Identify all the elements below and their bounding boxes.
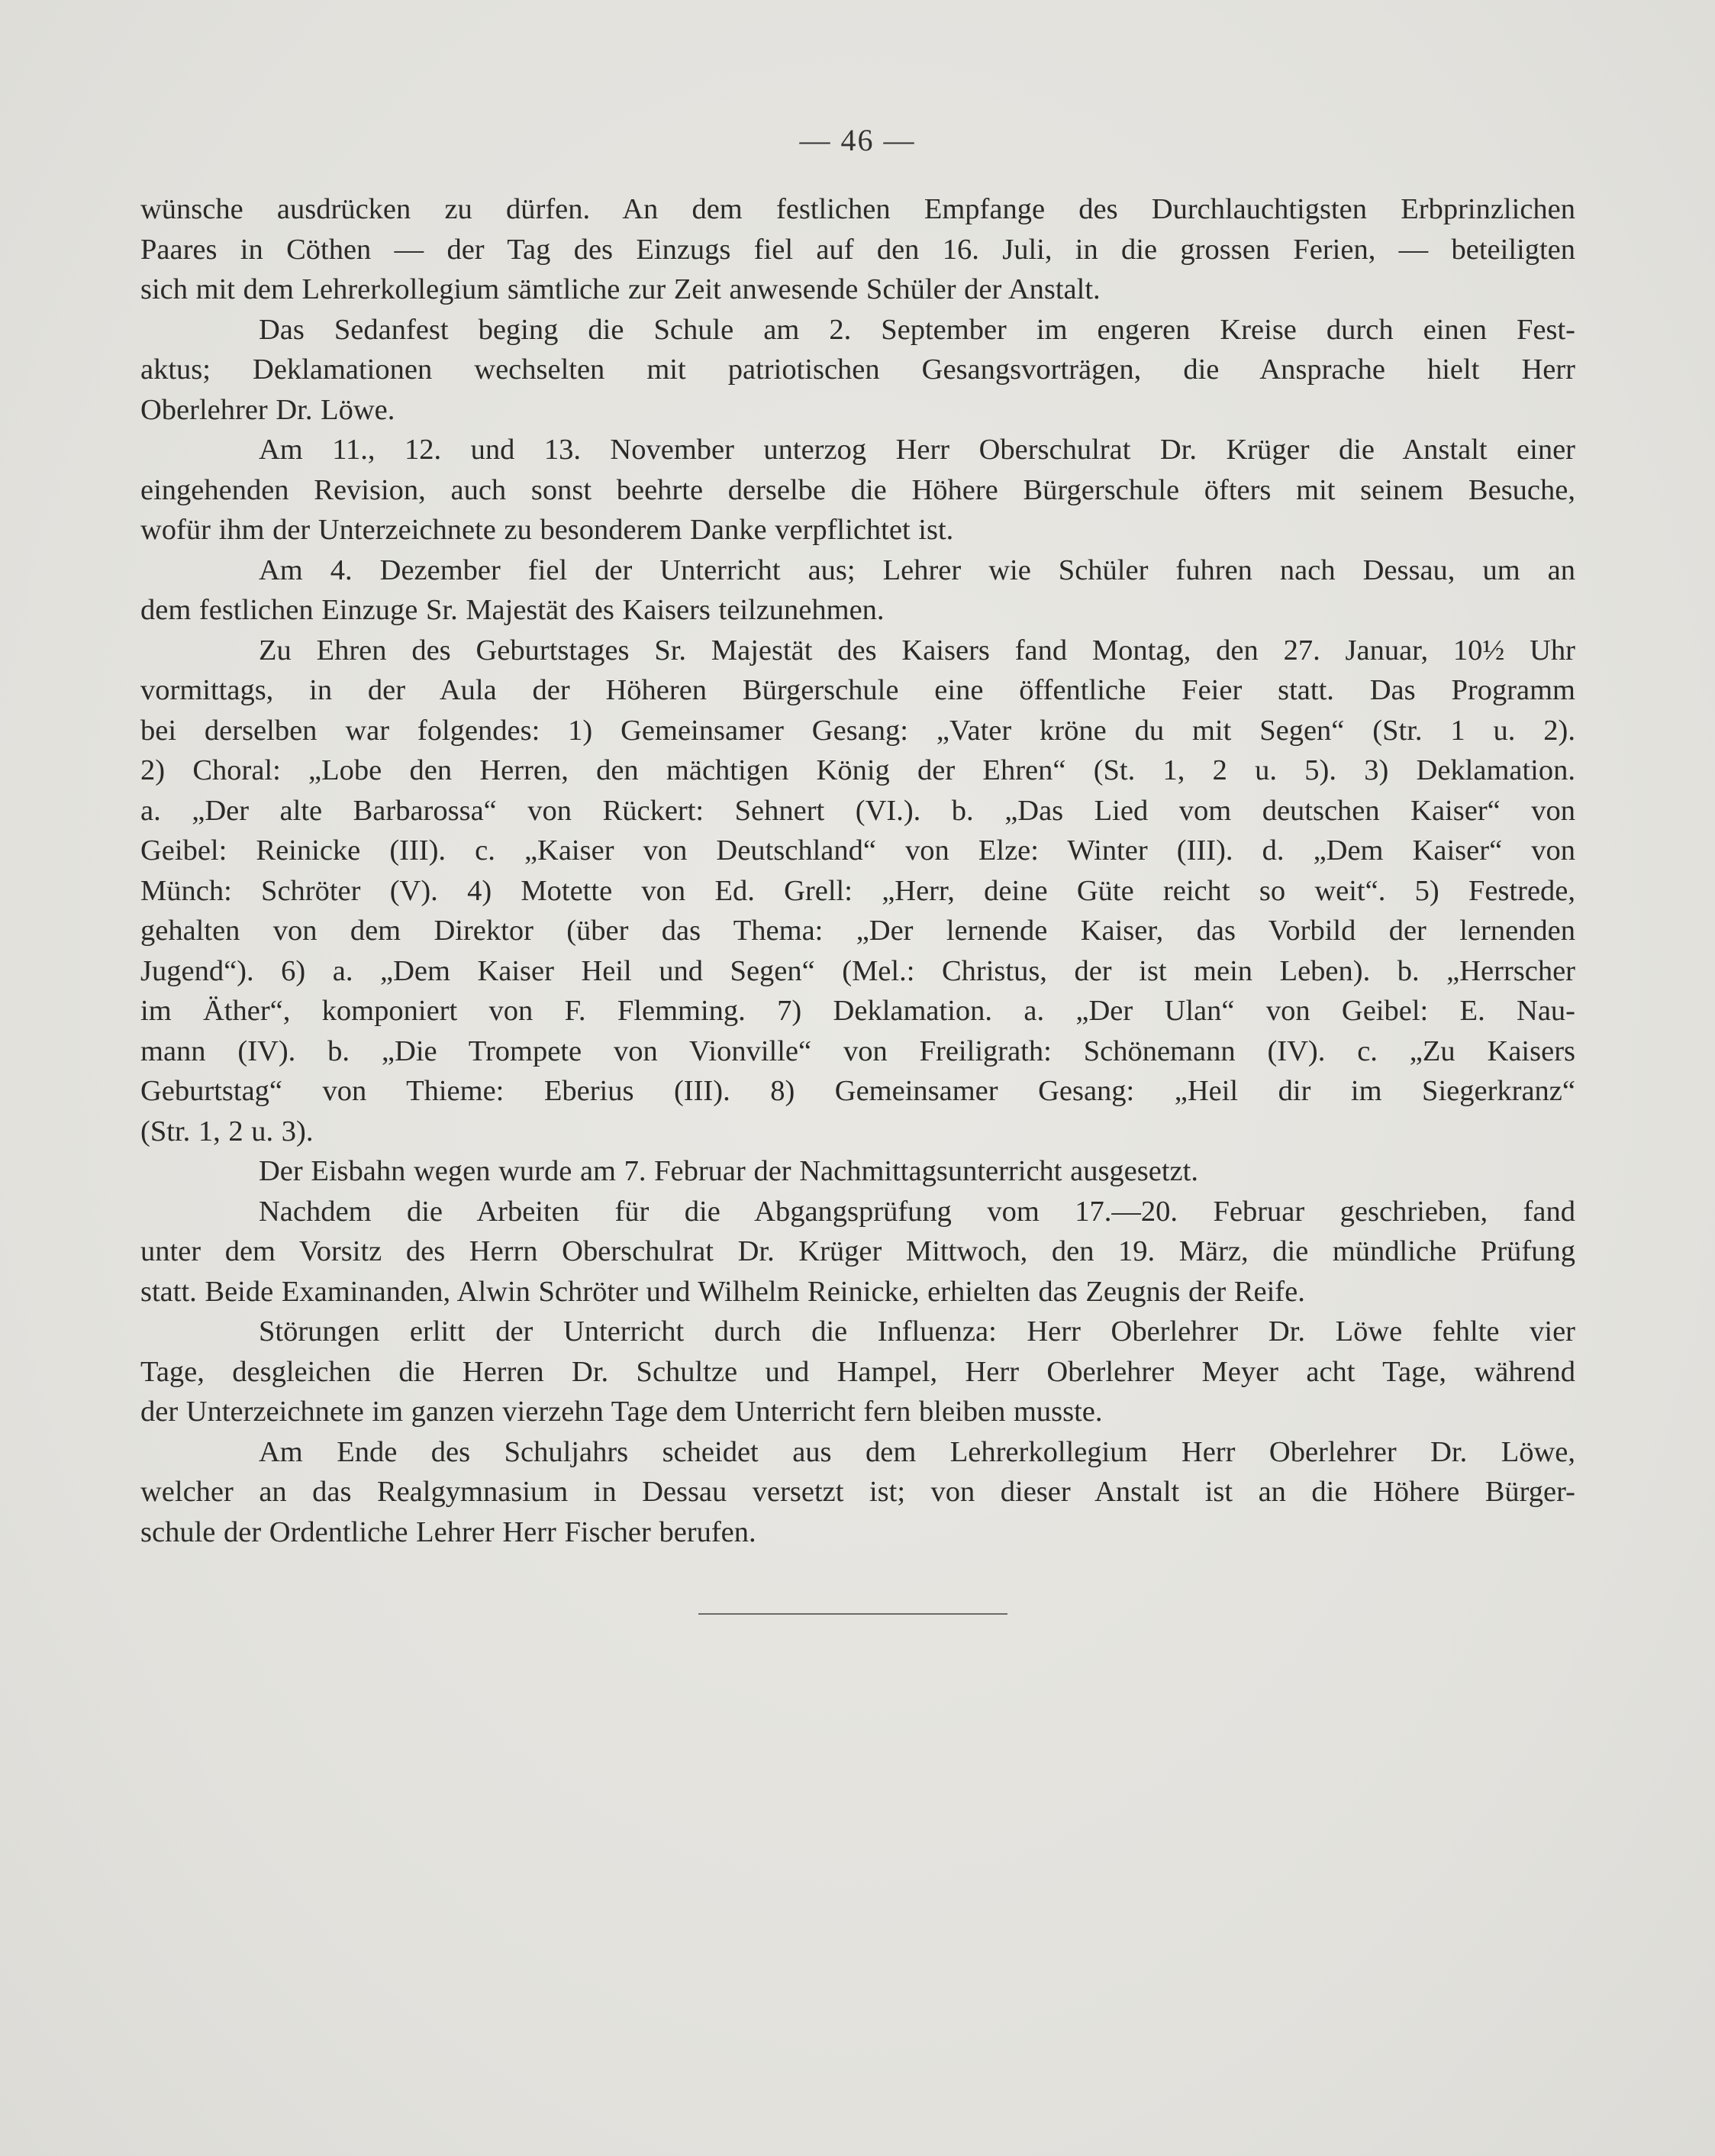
text-line: Der Eisbahn wegen wurde am 7. Februar der Nachmittagsunterricht ausgesetzt. [259,1155,1198,1187]
text-line: im Äther“, komponiert von F. Flemming. 7) Deklamation. a. „Der Ulan“ von Geibel: E. Nau- [140,995,1575,1027]
text-line: Jugend“). 6) a. „Dem Kaiser Heil und Segen“ (Mel.: Christus, der ist mein Leben). b. „Herrscher [140,954,1575,987]
text-line: Zu Ehren des Geburtstages Sr. Majestät des Kaisers fand Montag, den 27. Januar, 10½ Uhr [259,634,1575,666]
page-number: — 46 — [799,123,916,157]
text-line: bei derselben war folgendes: 1) Gemeinsamer Gesang: „Vater kröne du mit Segen“ (Str. 1 u. 2). [140,714,1575,747]
text-line: Tage, desgleichen die Herren Dr. Schultze und Hampel, Herr Oberlehrer Meyer acht Tage, während [140,1355,1575,1388]
text-line: a. „Der alte Barbarossa“ von Rückert: Sehnert (VI.). b. „Das Lied vom deutschen Kaiser“ von [140,794,1575,827]
text-line: Am 4. Dezember fiel der Unterricht aus; Lehrer wie Schüler fuhren nach Dessau, um an [259,554,1575,586]
text-line: welcher an das Realgymnasium in Dessau versetzt ist; von dieser Anstalt ist an die Höhere Bürger- [140,1476,1575,1508]
text-line: mann (IV). b. „Die Trompete von Vionville“ von Freiligrath: Schönemann (IV). c. „Zu Kaisers [140,1034,1575,1067]
text-line: Münch: Schröter (V). 4) Motette von Ed. Grell: „Herr, deine Güte reicht so weit“. 5) Festrede, [140,874,1575,907]
text-line: Geibel: Reinicke (III). c. „Kaiser von Deutschland“ von Elze: Winter (III). d. „Dem Kaiser“ von [140,834,1575,867]
text-line: eingehenden Revision, auch sonst beehrte derselbe die Höhere Bürgerschule öfters mit seinem Besuche, [140,473,1575,506]
text-line: Geburtstag“ von Thieme: Eberius (III). 8) Gemeinsamer Gesang: „Heil dir im Siegerkranz“ [140,1075,1575,1107]
text-line: Nachdem die Arbeiten für die Abgangsprüfung vom 17.—20. Februar geschrieben, fand [259,1195,1575,1228]
text-line: Störungen erlitt der Unterricht durch die Influenza: Herr Oberlehrer Dr. Löwe fehlte vier [259,1315,1575,1348]
text-line: Das Sedanfest beging die Schule am 2. September im engeren Kreise durch einen Fest- [259,313,1575,346]
text-line: der Unterzeichnete im ganzen vierzehn Tage dem Unterricht fern bleiben musste. [140,1396,1103,1428]
text-line: 2) Choral: „Lobe den Herren, den mächtigen König der Ehren“ (St. 1, 2 u. 5). 3) Deklamation. [140,754,1575,786]
text-line: wofür ihm der Unterzeichnete zu besonderem Danke verpflichtet ist. [140,514,954,546]
text-line: Oberlehrer Dr. Löwe. [140,393,395,426]
text-line: dem festlichen Einzuge Sr. Majestät des Kaisers teilzunehmen. [140,594,885,626]
body-text [140,189,1575,1552]
text-line: statt. Beide Examinanden, Alwin Schröter und Wilhelm Reinicke, erhielten das Zeugnis der Reife. [140,1275,1305,1308]
text-line: Am 11., 12. und 13. November unterzog Herr Oberschulrat Dr. Krüger die Anstalt einer [259,434,1575,466]
text-line: Am Ende des Schuljahrs scheidet aus dem Lehrerkollegium Herr Oberlehrer Dr. Löwe, [259,1435,1575,1468]
text-line: aktus; Deklamationen wechselten mit patriotischen Gesangsvorträgen, die Ansprache hielt Herr [140,353,1575,386]
text-line: sich mit dem Lehrerkollegium sämtliche zur Zeit anwesende Schüler der Anstalt. [140,273,1101,305]
text-line: schule der Ordentliche Lehrer Herr Fischer berufen. [140,1515,756,1548]
text-line: gehalten von dem Direktor (über das Thema: „Der lernende Kaiser, das Vorbild der lernenden [140,915,1575,947]
text-line: wünsche ausdrücken zu dürfen. An dem festlichen Empfange des Durchlauchtigsten Erbprinzlichen [140,193,1575,225]
text-line: Paares in Cöthen — der Tag des Einzugs fiel auf den 16. Juli, in die grossen Ferien, — beteiligten [140,233,1575,266]
text-line: vormittags, in der Aula der Höheren Bürgerschule eine öffentliche Feier statt. Das Programm [140,674,1575,706]
end-rule [698,1613,1007,1615]
text-line: unter dem Vorsitz des Herrn Oberschulrat Dr. Krüger Mittwoch, den 19. März, die mündliche Prüfung [140,1235,1575,1267]
text-line: (Str. 1, 2 u. 3). [140,1115,314,1147]
